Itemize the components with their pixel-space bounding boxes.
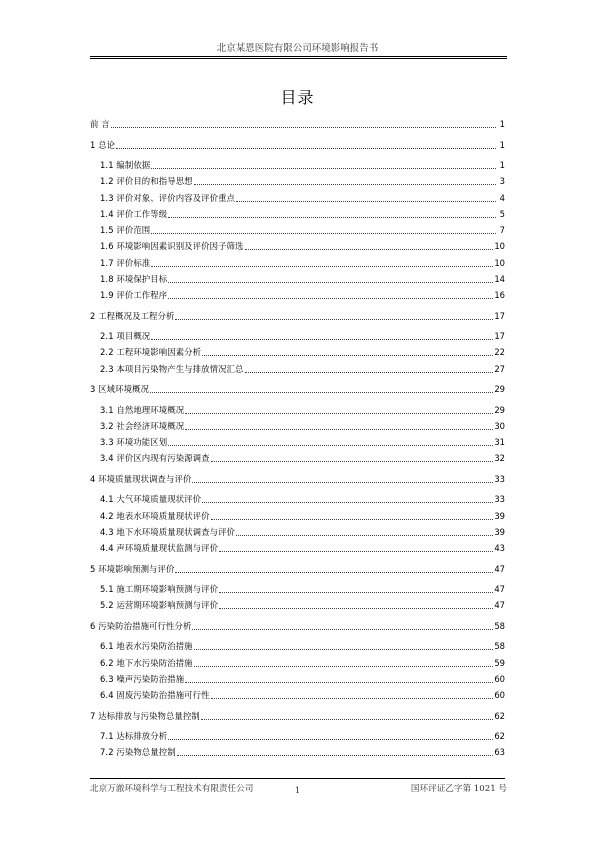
toc-dot-leader xyxy=(177,755,494,756)
toc-section-entry[interactable] xyxy=(100,273,505,285)
toc-chapter-entry[interactable] xyxy=(90,563,505,575)
toc-entry-title: 6 污染防治措施可行性分析 xyxy=(90,620,192,631)
toc-entry-title: 4.4 声环境质量现状监测与评价 xyxy=(100,543,219,553)
toc-entry-page: 10 xyxy=(494,241,505,252)
toc-section-entry[interactable] xyxy=(100,436,505,448)
toc-entry-title: 2 工程概况及工程分析 xyxy=(90,310,175,321)
toc-entry-title: 4.1 大气环境质量现状评价 xyxy=(100,494,202,505)
toc-entry-page: 47 xyxy=(494,600,505,611)
toc-entry-title: 1.2 评价目的和指导思想 xyxy=(100,176,193,187)
toc-section-entry[interactable] xyxy=(100,175,505,187)
toc-entry-page: 7 xyxy=(499,225,505,235)
toc-section-entry[interactable] xyxy=(100,420,505,432)
toc-dot-leader xyxy=(185,429,493,430)
toc-section-entry[interactable] xyxy=(100,746,505,758)
toc-entry-title: 5.2 运营期环境影响预测与评价 xyxy=(100,600,219,611)
toc-entry-title: 6.3 噪声污染防治措施 xyxy=(100,673,185,684)
toc-section-entry[interactable] xyxy=(100,240,505,252)
toc-entry-title: 6.4 固废污染防治措施可行性 xyxy=(100,690,210,700)
toc-dot-leader xyxy=(111,127,496,128)
toc-entry-page: 47 xyxy=(494,563,505,574)
toc-dot-leader xyxy=(151,168,496,169)
toc-entry-title: 6.2 地下水污染防治措施 xyxy=(100,657,193,668)
toc-entry-title: 1.1 编制依据 xyxy=(100,160,151,170)
toc-dot-leader xyxy=(175,319,493,320)
toc-dot-leader xyxy=(168,282,493,283)
toc-entry-page: 3 xyxy=(499,176,505,187)
toc-dot-leader xyxy=(245,372,494,373)
toc-chapter-entry[interactable] xyxy=(90,710,505,722)
toc-dot-leader xyxy=(185,682,493,683)
toc-dot-leader xyxy=(116,148,496,149)
footer-company: 北京万澈环境科学与工程技术有限责任公司 xyxy=(90,784,254,794)
toc-entry-title: 7.1 达标排放分析 xyxy=(100,731,168,741)
toc-entry-title: 6.1 地表水污染防治措施 xyxy=(100,641,193,652)
toc-entry-title: 1.4 评价工作等级 xyxy=(100,208,168,219)
toc-section-entry[interactable] xyxy=(100,208,505,220)
toc-dot-leader xyxy=(168,445,493,446)
toc-section-entry[interactable] xyxy=(100,404,505,416)
toc-entry-title: 2.3 本项目污染物产生与排放情况汇总 xyxy=(100,363,244,374)
toc-chapter-entry[interactable] xyxy=(90,139,505,151)
toc-entry-page: 30 xyxy=(494,420,505,431)
toc-section-entry[interactable] xyxy=(100,363,505,375)
toc-entry-title: 5 环境影响预测与评价 xyxy=(90,563,175,574)
toc-section-entry[interactable] xyxy=(100,730,505,742)
toc-section-entry[interactable] xyxy=(100,330,505,342)
toc-dot-leader xyxy=(211,519,494,520)
toc-entry-page: 27 xyxy=(494,363,505,374)
toc-section-entry[interactable] xyxy=(100,159,505,171)
toc-entry-page: 1 xyxy=(499,119,505,129)
toc-dot-leader xyxy=(219,592,493,593)
toc-entry-page: 17 xyxy=(494,331,505,341)
toc-section-entry[interactable] xyxy=(100,510,505,522)
toc-entry-page: 60 xyxy=(494,690,505,700)
toc-entry-page: 17 xyxy=(494,310,505,321)
toc-section-entry[interactable] xyxy=(100,657,505,669)
toc-entry-title: 7.2 污染物总量控制 xyxy=(100,747,176,758)
toc-entry-title: 4 环境质量现状调查与评价 xyxy=(90,473,192,484)
toc-entry-title: 3.3 环境功能区划 xyxy=(100,437,168,447)
toc-entry-page: 62 xyxy=(494,710,505,721)
toc-dot-leader xyxy=(168,298,493,299)
toc-entry-page: 58 xyxy=(494,641,505,652)
toc-entry-page: 39 xyxy=(494,510,505,521)
toc-entry-page: 16 xyxy=(494,290,505,300)
toc-entry-page: 10 xyxy=(494,257,505,268)
toc-entry-page: 63 xyxy=(494,747,505,758)
toc-entry-title: 1.8 环境保护目标 xyxy=(100,273,168,284)
toc-dot-leader xyxy=(211,698,494,699)
toc-section-entry[interactable] xyxy=(100,289,505,301)
toc-entry-page: 32 xyxy=(494,453,505,464)
toc-dot-leader xyxy=(245,249,494,250)
header-rule-thick xyxy=(90,58,507,59)
toc-entry-page: 31 xyxy=(494,437,505,447)
toc-dot-leader xyxy=(219,608,493,609)
toc-section-entry[interactable] xyxy=(100,493,505,505)
toc-dot-leader xyxy=(194,666,494,667)
toc-chapter-entry[interactable] xyxy=(90,310,505,322)
toc-dot-leader xyxy=(202,355,493,356)
toc-section-entry[interactable] xyxy=(100,346,505,358)
toc-entry-title: 4.3 地下水环境质量现状调查与评价 xyxy=(100,526,236,537)
toc-section-entry[interactable] xyxy=(100,689,505,701)
toc-entry-page: 1 xyxy=(499,160,505,170)
toc-entry-page: 5 xyxy=(499,208,505,219)
toc-section-entry[interactable] xyxy=(100,583,505,595)
toc-section-entry[interactable] xyxy=(100,224,505,236)
toc-entry-page: 33 xyxy=(494,494,505,505)
page-number: 1 xyxy=(294,786,301,796)
toc-dot-leader xyxy=(185,413,493,414)
toc-dot-leader xyxy=(202,502,493,503)
toc-section-entry[interactable] xyxy=(100,640,505,652)
toc-section-entry[interactable] xyxy=(100,542,505,554)
toc-dot-leader xyxy=(175,572,493,573)
toc-entry-page: 33 xyxy=(494,473,505,484)
footer-rule xyxy=(90,778,505,779)
toc-dot-leader xyxy=(236,201,496,202)
toc-chapter-entry[interactable] xyxy=(90,473,505,485)
toc-entry-title: 3 区域环境概况 xyxy=(90,384,150,394)
toc-entry-page: 22 xyxy=(494,347,505,358)
toc-chapter-entry[interactable] xyxy=(90,620,505,632)
toc-entry-page: 14 xyxy=(494,273,505,284)
toc-section-entry[interactable] xyxy=(100,526,505,538)
toc-dot-leader xyxy=(211,461,494,462)
toc-dot-leader xyxy=(150,392,493,393)
toc-entry-title: 4.2 地表水环境质量现状评价 xyxy=(100,510,210,521)
toc-dot-leader xyxy=(194,649,494,650)
toc-dot-leader xyxy=(192,482,493,483)
toc-entry-title: 7 达标排放与污染物总量控制 xyxy=(90,710,200,721)
toc-entry-title: 2.1 项目概况 xyxy=(100,331,151,341)
toc-dot-leader xyxy=(236,535,493,536)
toc-dot-leader xyxy=(168,739,493,740)
toc-section-entry[interactable] xyxy=(100,599,505,611)
toc-dot-leader xyxy=(151,266,493,267)
toc-entry-page: 39 xyxy=(494,526,505,537)
toc-dot-leader xyxy=(194,184,496,185)
toc-entry-page: 29 xyxy=(494,384,505,394)
toc-entry-page: 47 xyxy=(494,584,505,594)
toc-entry-title: 3.4 评价区内现有污染源调查 xyxy=(100,453,210,464)
toc-entry-title: 1.7 评价标准 xyxy=(100,257,151,268)
toc-section-entry[interactable] xyxy=(100,257,505,269)
toc-entry-title: 3.1 自然地理环境概况 xyxy=(100,404,185,415)
toc-title: 目录 xyxy=(280,88,315,107)
toc-entry-title: 1.5 评价范围 xyxy=(100,225,151,235)
toc-entry-title: 1.9 评价工作程序 xyxy=(100,290,168,300)
toc-entry-page: 58 xyxy=(494,620,505,631)
toc-dot-leader xyxy=(201,719,493,720)
toc-entry-title: 1 总论 xyxy=(90,139,116,150)
toc-entry-title: 3.2 社会经济环境概况 xyxy=(100,420,185,431)
toc-dot-leader xyxy=(192,629,493,630)
toc-entry-title: 2.2 工程环境影响因素分析 xyxy=(100,347,202,358)
toc-entry-page: 1 xyxy=(499,139,505,150)
toc-section-entry[interactable] xyxy=(100,452,505,464)
footer-certificate: 国环评证乙字第 1021 号 xyxy=(410,784,507,794)
toc-entry-title: 前 言 xyxy=(90,119,110,129)
toc-dot-leader xyxy=(151,233,496,234)
toc-chapter-entry[interactable] xyxy=(90,118,505,130)
toc-dot-leader xyxy=(168,217,496,218)
toc-entry-page: 4 xyxy=(499,192,505,203)
toc-entry-page: 59 xyxy=(494,657,505,668)
toc-entry-page: 62 xyxy=(494,731,505,741)
toc-entry-title: 5.1 施工期环境影响预测与评价 xyxy=(100,584,219,594)
toc-entry-title: 1.6 环境影响因素识别及评价因子筛选 xyxy=(100,241,244,252)
header-rule xyxy=(90,56,507,57)
toc-entry-title: 1.3 评价对象、评价内容及评价重点 xyxy=(100,192,236,203)
toc-dot-leader xyxy=(151,339,493,340)
toc-section-entry[interactable] xyxy=(100,192,505,204)
toc-dot-leader xyxy=(219,551,493,552)
toc-entry-page: 29 xyxy=(494,404,505,415)
running-header: 北京某恩医院有限公司环境影响报告书 xyxy=(216,43,379,54)
toc-chapter-entry[interactable] xyxy=(90,383,505,395)
toc-entry-page: 60 xyxy=(494,673,505,684)
toc-entry-page: 43 xyxy=(494,543,505,553)
toc-section-entry[interactable] xyxy=(100,673,505,685)
